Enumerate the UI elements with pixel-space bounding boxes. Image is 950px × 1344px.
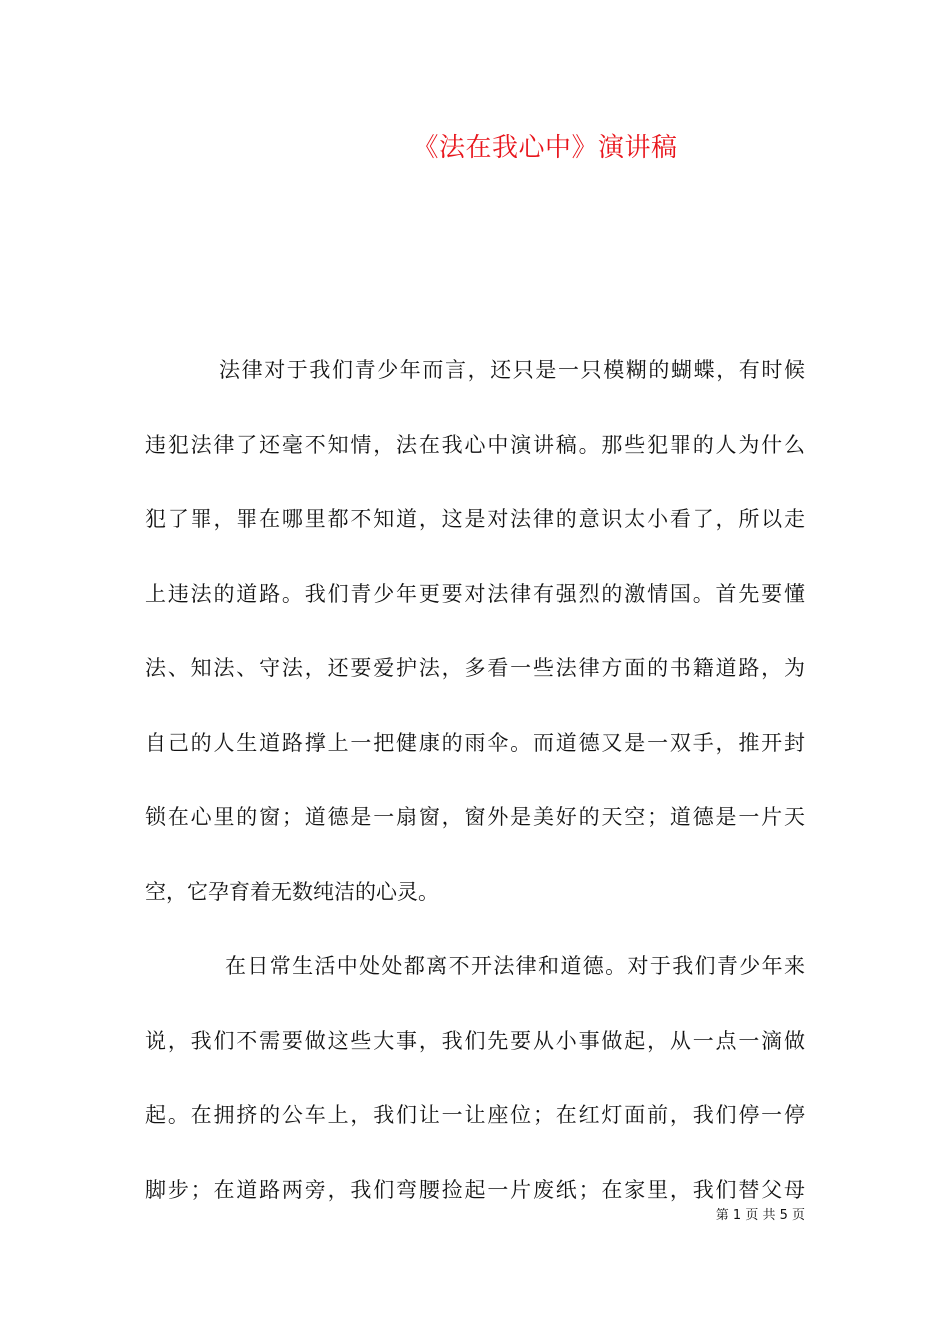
document-body <box>145 333 805 1227</box>
paragraph-line: 法律对于我们青少年而言，还只是一只模糊的蝴蝶，有时候 <box>219 358 805 382</box>
paragraph-line: 脚步；在道路两旁，我们弯腰捡起一片废纸；在家里，我们替父母 <box>145 1177 805 1202</box>
paragraph-line: 上违法的道路。我们青少年更要对法律有强烈的激情国。首先要懂 <box>145 581 805 606</box>
paragraph-line: 空，它孕育着无数纯洁的心灵。 <box>145 879 439 904</box>
paragraph-line: 自己的人生道路撑上一把健康的雨伞。而道德又是一双手，推开封 <box>145 730 805 755</box>
paragraph-2 <box>145 929 805 1227</box>
paragraph-line: 犯了罪，罪在哪里都不知道，这是对法律的意识太小看了，所以走 <box>145 507 805 531</box>
paragraph-line: 违犯法律了还毫不知情，法在我心中演讲稿。那些犯罪的人为什么 <box>145 432 805 457</box>
paragraph-line: 在日常生活中处处都离不开法律和道德。对于我们青少年来 <box>225 954 805 978</box>
paragraph-line: 法、知法、守法，还要爱护法，多看一些法律方面的书籍道路，为 <box>145 656 805 680</box>
document-title: 《法在我心中》演讲稿 <box>412 133 678 163</box>
paragraph-line: 锁在心里的窗；道德是一扇窗，窗外是美好的天空；道德是一片天 <box>145 805 805 829</box>
paragraph-line: 说，我们不需要做这些大事，我们先要从小事做起，从一点一滴做 <box>145 1028 805 1053</box>
paragraph-1 <box>145 333 805 929</box>
paragraph-line: 起。在拥挤的公车上，我们让一让座位；在红灯面前，我们停一停 <box>145 1103 805 1127</box>
page-number-footer: 第 1 页 共 5 页 <box>715 1208 805 1223</box>
